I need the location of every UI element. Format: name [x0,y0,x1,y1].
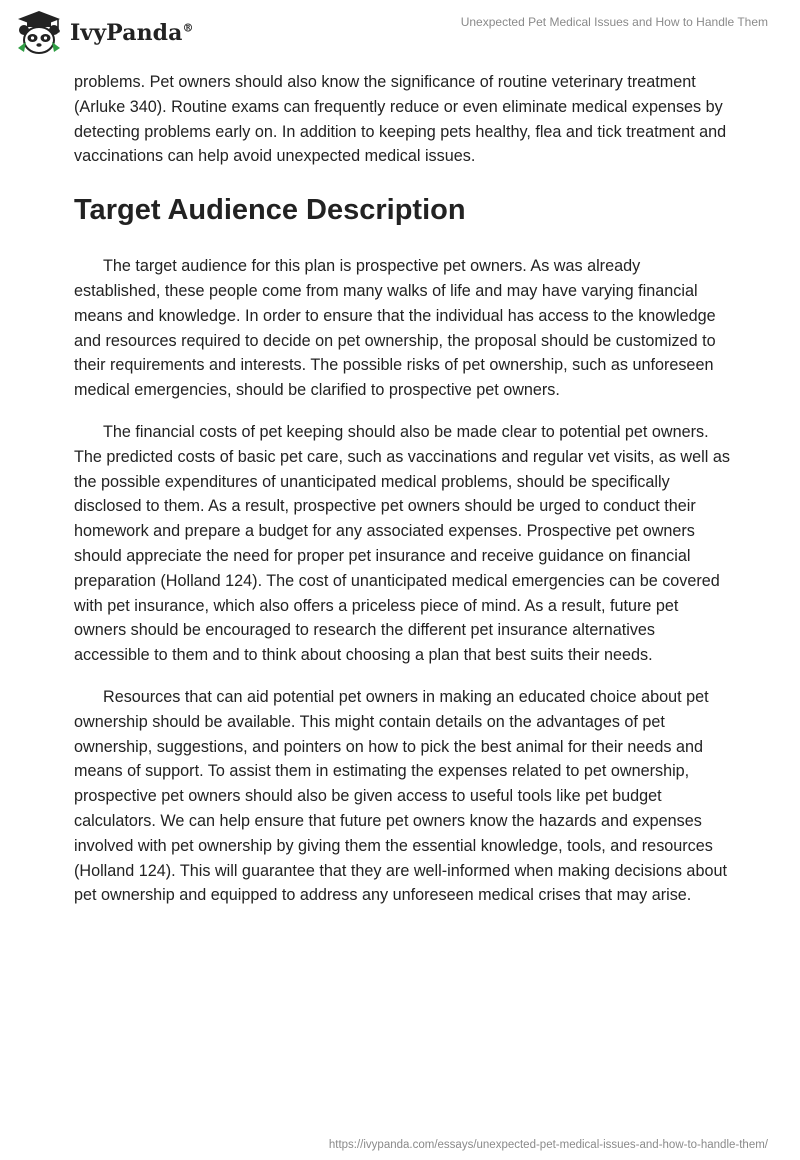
body-paragraph: Resources that can aid potential pet owners in making an educated choice about pet ownership should be available. This might contain details on the advantages of pet ownership, suggestions, and pointers on how to pick the best animal for their needs and means of support. To assist them in estimating the expenses related to pet ownership, prospective pet owners should also be given access to useful tools like pet budget calculators. We can help ensure that future pet owners know the hazards and expenses involved with pet ownership by giving them the essential knowledge, tools, and resources (Holland 124). This will guarantee that they are well-informed when making decisions about pet ownership and equipped to address any unforeseen medical crises that may arise. [74,687,727,905]
paragraph-gap [74,403,730,420]
page-header [0,0,800,70]
brand-name: IvyPanda® [70,20,194,46]
body-paragraph: The financial costs of pet keeping should also be made clear to potential pet owners. The predicted costs of basic pet care, such as vaccinations and regular vet visits, as well as the possible expenditures of unanticipated medical problems, should be specifically disclosed to them. As a result, prospective pet owners should be urged to conduct their homework and prepare a budget for any associated expenses. Prospective pet owners should appreciate the need for proper pet insurance and receive guidance on financial preparation (Holland 124). The cost of unanticipated medical emergencies can be covered with pet insurance, which also offers a priceless piece of mind. As a result, future pet owners should be encouraged to research the different pet insurance alternatives accessible to them and to think about choosing a plan that best suits their needs. [74,422,730,665]
body-paragraph: The target audience for this plan is prospective pet owners. As was already established, these people come from many walks of life and may have varying financial means and knowledge. In order to ensure that the individual has access to the knowledge and resources required to decide on pet ownership, the proposal should be customized to their requirements and interests. The possible risks of pet ownership, such as unforeseen medical emergencies, should be clarified to prospective pet owners. [74,257,716,400]
section-heading: Target Audience Description [74,194,466,227]
essay-content [74,70,730,908]
document-title: Unexpected Pet Medical Issues and How to Handle Them [460,15,768,29]
paragraph-gap [74,668,730,685]
panda-graduate-logo-icon [14,8,64,58]
intro-paragraph: problems. Pet owners should also know the significance of routine veterinary treatment (Arluke 340). Routine exams can frequently reduce or even eliminate medical expenses by detecting problems early on. In addition to keeping pets healthy, flea and tick treatment and vaccinations can help avoid unexpected medical issues. [74,73,727,166]
ivypanda-logo[interactable] [14,8,194,58]
footer-url[interactable]: https://ivypanda.com/essays/unexpected-pet-medical-issues-and-how-to-handle-them/ [328,1139,768,1151]
